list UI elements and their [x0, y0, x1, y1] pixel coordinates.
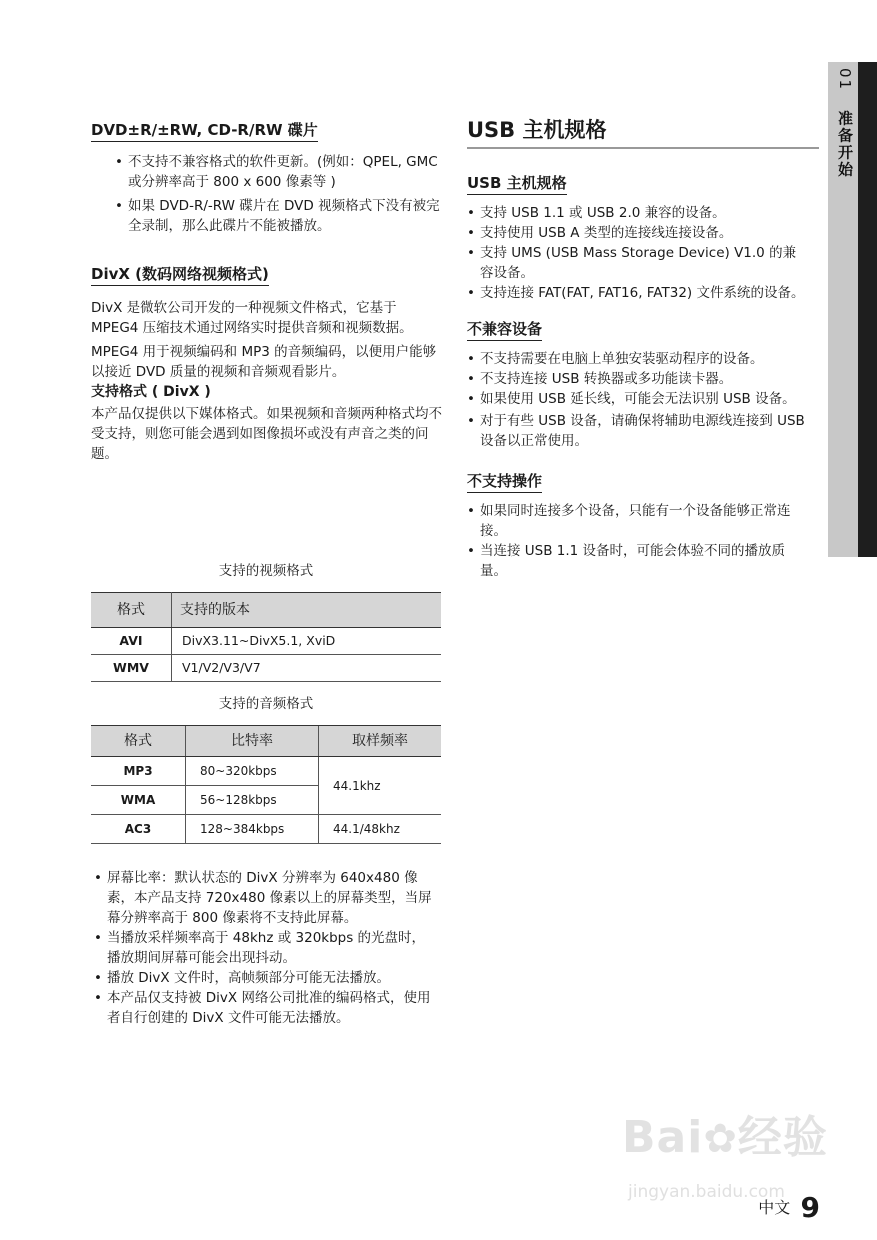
notes-list	[94, 868, 436, 1028]
table-row	[91, 655, 441, 682]
watermark-brand: Bai	[622, 1112, 704, 1163]
list-item: • 不支持需要在电脑上单独安装驱动程序的设备。	[467, 349, 812, 369]
support-format-paragraph: 本产品仅提供以下媒体格式。如果视频和音频两种格式均不受支持，则您可能会遇到如图像损坏或没有声音之类的问题。	[91, 406, 442, 462]
list-item: • 不支持连接 USB 转换器或多功能读卡器。	[467, 369, 812, 389]
audio-format-cell: AC3	[91, 815, 186, 844]
notes-block	[94, 868, 436, 1028]
list-item: • 对于有些 USB 设备，请确保将辅助电源线连接到 USB 设备以正常使用。	[467, 411, 812, 451]
usb-spec-bullets	[467, 203, 807, 303]
list-item: • 支持连接 FAT(FAT, FAT16, FAT32) 文件系统的设备。	[467, 283, 807, 303]
audio-table-header	[91, 726, 441, 757]
audio-table-wrap	[91, 725, 441, 844]
incompatible-heading: 不兼容设备	[467, 319, 542, 341]
table-row	[91, 815, 441, 844]
audio-bitrate-cell: 56~128kbps	[186, 786, 319, 815]
video-table-header	[91, 593, 441, 628]
chapter-tab-edge	[858, 62, 877, 557]
video-version-cell: DivX3.11~DivX5.1, XviD	[172, 628, 442, 655]
disc-bullet-1: • 不支持不兼容格式的软件更新。(例如：QPEL, GMC 或分辨率高于 800 x 600 像素等 )	[115, 152, 446, 192]
note-item: • 屏幕比率：默认状态的 DivX 分辨率为 640x480 像素，本产品支持 720x480 像素以上的屏幕类型，当屏幕分辨率高于 800 像素将不支持此屏幕。	[94, 868, 436, 928]
audio-rate-cell: 44.1khz	[319, 757, 442, 815]
title-rule	[467, 147, 819, 149]
audio-format-cell: MP3	[91, 757, 186, 786]
video-table-wrap	[91, 592, 441, 682]
video-caption: 支持的视频格式	[218, 563, 314, 579]
watermark-url: jingyan.baidu.com	[628, 1182, 785, 1202]
video-format-table	[91, 592, 441, 682]
video-version-cell: V1/V2/V3/V7	[172, 655, 442, 682]
audio-format-cell: WMA	[91, 786, 186, 815]
list-item: • 支持 UMS (USB Mass Storage Device) V1.0 的兼容设备。	[467, 243, 807, 283]
audio-caption: 支持的音频格式	[218, 696, 314, 712]
divx-paragraph-1: DivX 是微软公司开发的一种视频文件格式，它基于 MPEG4 压缩技术通过网络实时提供音频和视频数据。	[91, 300, 413, 336]
page-footer	[740, 1191, 820, 1230]
video-format-cell: WMV	[91, 655, 172, 682]
divx-heading: DivX (数码网络视频格式)	[91, 264, 269, 286]
divx-paragraph-2: MPEG4 用于视频编码和 MP3 的音频编码，以便用户能够以接近 DVD 质量的视频和音频观看影片。	[91, 344, 437, 380]
audio-rate-cell: 44.1/48khz	[319, 815, 442, 844]
disc-bullets	[115, 152, 446, 236]
audio-header-bitrate: 比特率	[186, 726, 319, 757]
list-item: • 支持 USB 1.1 或 USB 2.0 兼容的设备。	[467, 203, 807, 223]
note-item: • 播放 DivX 文件时，高帧频部分可能无法播放。	[94, 968, 436, 988]
disc-bullet-2: • 如果 DVD-R/-RW 碟片在 DVD 视频格式下没有被完全录制，那么此碟片不能被播放。	[115, 196, 446, 236]
note-item: • 当播放采样频率高于 48khz 或 320kbps 的光盘时，播放期间屏幕可能会出现抖动。	[94, 928, 436, 968]
watermark	[622, 1112, 828, 1163]
chapter-title: 准备开始	[836, 110, 854, 179]
footer-language: 中文	[758, 1198, 791, 1217]
list-item: • 如果同时连接多个设备，只能有一个设备能够正常连接。	[467, 501, 812, 541]
video-format-cell: AVI	[91, 628, 172, 655]
video-header-format: 格式	[91, 593, 172, 628]
list-item: • 如果使用 USB 延长线，可能会无法识别 USB 设备。	[467, 389, 812, 409]
usb-main-title: USB 主机规格	[467, 118, 607, 142]
unsupported-heading: 不支持操作	[467, 471, 542, 493]
audio-header-rate: 取样频率	[319, 726, 442, 757]
audio-format-table	[91, 725, 441, 844]
chapter-tab-label	[835, 68, 855, 178]
audio-header-format: 格式	[91, 726, 186, 757]
list-item: • 支持使用 USB A 类型的连接线连接设备。	[467, 223, 807, 243]
table-row	[91, 757, 441, 786]
audio-bitrate-cell: 128~384kbps	[186, 815, 319, 844]
chapter-number: 01	[836, 68, 854, 92]
disc-heading: DVD±R/±RW, CD-R/RW 碟片	[91, 120, 318, 142]
list-item: • 当连接 USB 1.1 设备时，可能会体验不同的播放质量。	[467, 541, 812, 581]
support-format-title: 支持格式 ( DivX )	[91, 384, 211, 400]
video-header-version: 支持的版本	[172, 593, 442, 628]
left-column	[91, 120, 446, 464]
usb-spec-heading: USB 主机规格	[467, 173, 567, 195]
right-column	[467, 116, 819, 581]
unsupported-bullets	[467, 501, 812, 581]
watermark-brand-cn: 经验	[737, 1112, 828, 1163]
note-item: • 本产品仅支持被 DivX 网络公司批准的编码格式，使用者自行创建的 DivX 文件可能无法播放。	[94, 988, 436, 1028]
page-number: 9	[800, 1191, 820, 1224]
paw-icon: ✿	[703, 1116, 738, 1162]
audio-bitrate-cell: 80~320kbps	[186, 757, 319, 786]
incompatible-bullets	[467, 349, 812, 451]
table-row	[91, 628, 441, 655]
